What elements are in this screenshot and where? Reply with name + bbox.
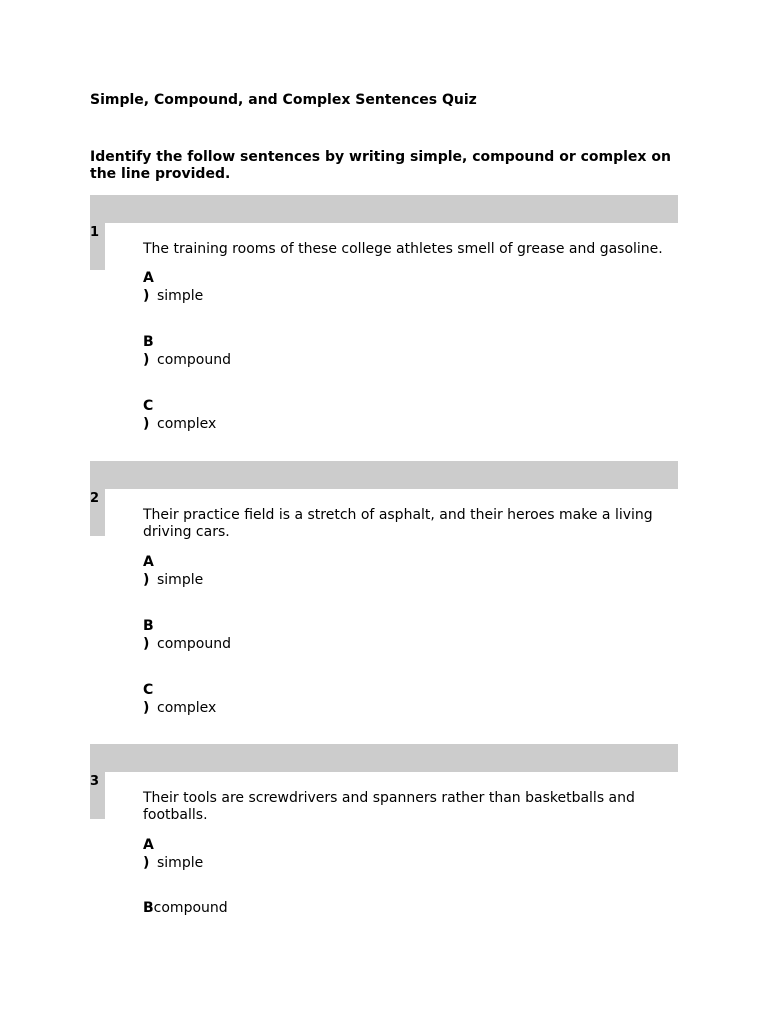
option-paren: )	[143, 288, 150, 304]
option-letter: A	[143, 837, 154, 853]
option-c[interactable]	[143, 397, 443, 433]
option-letter: A	[143, 270, 154, 286]
option-b[interactable]	[143, 899, 443, 917]
option-text: complex	[157, 700, 217, 716]
option-a[interactable]	[143, 269, 443, 305]
option-text: compound	[153, 900, 228, 916]
question-header-bar	[90, 744, 678, 772]
option-paren: )	[143, 855, 150, 871]
option-letter: C	[143, 398, 154, 414]
question-number: 1	[90, 225, 100, 240]
question-number: 2	[90, 491, 100, 506]
option-a[interactable]	[143, 836, 443, 872]
option-text: simple	[157, 855, 204, 871]
option-letter: C	[143, 682, 154, 698]
option-text: compound	[157, 352, 231, 368]
question-text: The training rooms of these college athletes smell of grease and gasoline.	[143, 241, 663, 257]
question-text: Their practice field is a stretch of asphalt, and their heroes make a living driving cars.	[143, 507, 653, 540]
option-a[interactable]	[143, 553, 443, 589]
option-text: simple	[157, 572, 204, 588]
page-title: Simple, Compound, and Complex Sentences Quiz	[90, 92, 477, 108]
option-text: simple	[157, 288, 204, 304]
option-b[interactable]	[143, 617, 443, 653]
option-text: complex	[157, 416, 217, 432]
option-c[interactable]	[143, 681, 443, 717]
option-letter: B	[143, 900, 154, 916]
question-header-bar	[90, 195, 678, 223]
question-number: 3	[90, 774, 100, 789]
option-letter: A	[143, 554, 154, 570]
question-text: Their tools are screwdrivers and spanners rather than basketballs and footballs.	[143, 790, 635, 823]
option-paren: )	[143, 572, 150, 588]
option-text: compound	[157, 636, 231, 652]
option-letter: B	[143, 618, 154, 634]
option-paren: )	[143, 636, 150, 652]
question-header-bar	[90, 461, 678, 489]
option-paren: )	[143, 700, 150, 716]
option-b[interactable]	[143, 333, 443, 369]
instructions: Identify the follow sentences by writing simple, compound or complex on the line provided.	[90, 149, 671, 182]
option-paren: )	[143, 416, 150, 432]
option-letter: B	[143, 334, 154, 350]
option-paren: )	[143, 352, 150, 368]
